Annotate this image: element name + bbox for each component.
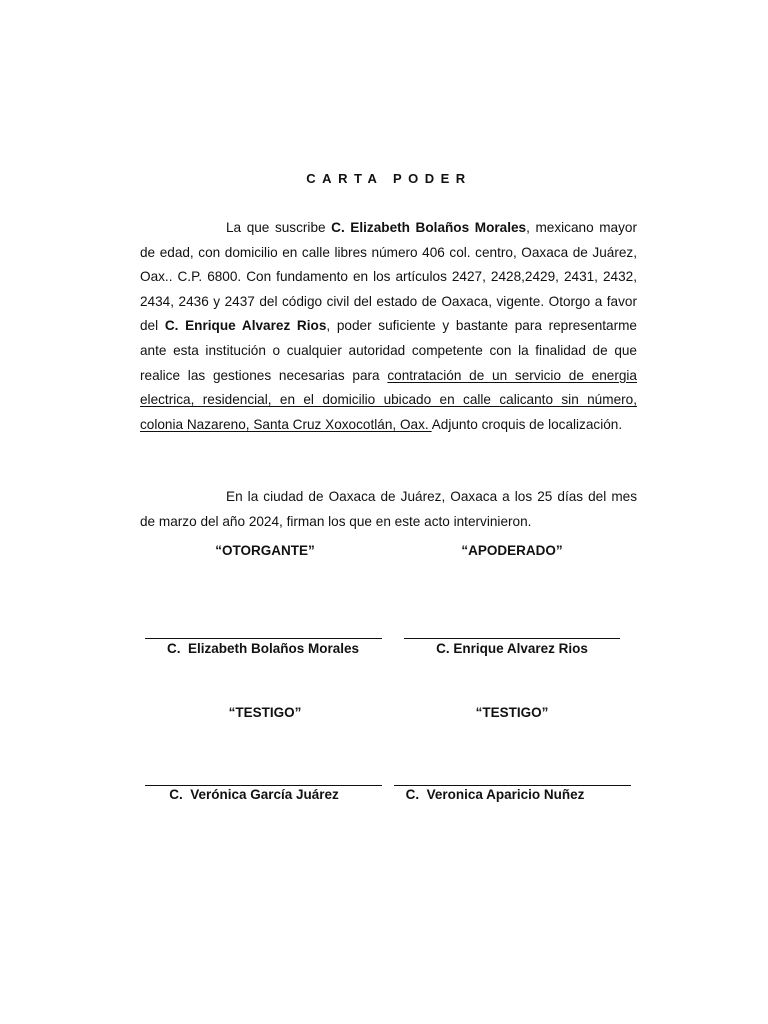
witness2-signature-line	[394, 785, 631, 786]
paragraph-text: La que suscribe	[226, 220, 332, 235]
witness2-label: “TESTIGO”	[475, 705, 549, 720]
attorney-signature-line	[404, 638, 620, 639]
closing-paragraph	[140, 485, 637, 534]
witness1-label: “TESTIGO”	[228, 705, 302, 720]
witness1-signature-line	[145, 785, 382, 786]
power-of-attorney-paragraph	[140, 216, 637, 437]
grantor-label: “OTORGANTE”	[215, 543, 315, 558]
closing-text: En la ciudad de Oaxaca de Juárez, Oaxaca a los 25 días del mes de marzo del año 2024, firman los que en este acto intervinieron.	[140, 489, 637, 529]
paragraph-text: Adjunto croquis de localización.	[431, 416, 623, 432]
paragraph-text: , poder suficiente y bastante para representarme ante esta institución o cualquier autoridad competente con la finalidad de que realice las gestiones necesarias para	[140, 318, 637, 383]
attorney-name: C. Enrique Alvarez Rios	[164, 318, 327, 334]
grantor-name: C. Elizabeth Bolaños Morales	[331, 220, 527, 235]
witness1-signature-name: C. Verónica García Juárez	[169, 787, 339, 802]
document-title: CARTA PODER	[306, 171, 472, 186]
purpose-text: contratación de un servicio de energia electrica, residencial, en el domicilio ubicado en calle calicanto sin número, colonia Nazareno, Santa Cruz Xoxocotlán, Oax.	[140, 367, 637, 432]
grantor-signature-line	[145, 638, 382, 639]
attorney-label: “APODERADO”	[461, 543, 563, 558]
paragraph-text: , mexicano mayor de edad, con domicilio en calle libres número 406 col. centro, Oaxaca de Juárez, Oax.. C.P. 6800. Con fundamento en los artículos 2427, 2428,2429, 2431, 2432, 2434, 2436 y 2437 del código civil del estado de Oaxaca, vigente. Otorgo a favor del	[140, 220, 637, 334]
attorney-signature-name: C. Enrique Alvarez Rios	[436, 641, 588, 656]
witness2-signature-name: C. Veronica Aparicio Nuñez	[405, 787, 585, 802]
grantor-signature-name: C. Elizabeth Bolaños Morales	[166, 641, 360, 656]
